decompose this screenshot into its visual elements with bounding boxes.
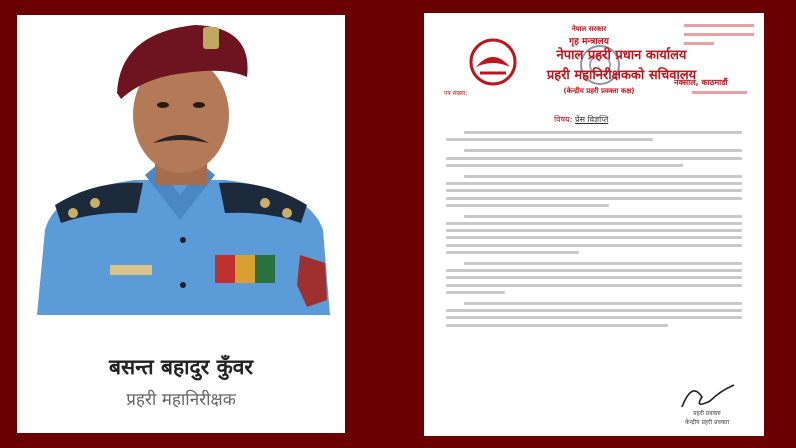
letter-body [446, 131, 742, 331]
subject-label: विषय: [554, 115, 573, 124]
date-line [692, 91, 747, 94]
profile-card [17, 15, 345, 433]
officer-photo [25, 15, 337, 317]
signature [672, 379, 742, 413]
office-name-line3: (केन्द्रीय प्रहरी प्रवक्ता कक्ष) [563, 87, 635, 95]
government-line: नेपाल सरकार [571, 25, 607, 33]
signatory-title: प्रहरी प्रवक्ता [693, 410, 721, 417]
subject-line [554, 114, 608, 125]
office-name-line1: नेपाल प्रहरी प्रधान कार्यालय [556, 48, 687, 63]
office-location: नक्साल, काठमाडौं [674, 78, 728, 87]
nepal-emblem-icon [466, 37, 520, 87]
officer-portrait-illustration [25, 15, 337, 317]
subject-text: प्रेस विज्ञप्ति [575, 115, 609, 124]
signatory-office: केन्द्रीय प्रहरी प्रवक्ता [684, 419, 730, 426]
office-name-line2: प्रहरी महानिरीक्षकको सचिवालय [546, 68, 697, 83]
ministry-name: गृह मन्त्रालय [569, 37, 609, 47]
contact-info [684, 21, 754, 48]
reference-number-label: पत्र संख्या: [444, 90, 468, 97]
press-release-letter [424, 13, 764, 436]
officer-name: बसन्त बहादुर कुँवर [109, 355, 253, 379]
signatory-block [662, 409, 752, 427]
officer-designation: प्रहरी महानिरीक्षक [126, 390, 236, 410]
